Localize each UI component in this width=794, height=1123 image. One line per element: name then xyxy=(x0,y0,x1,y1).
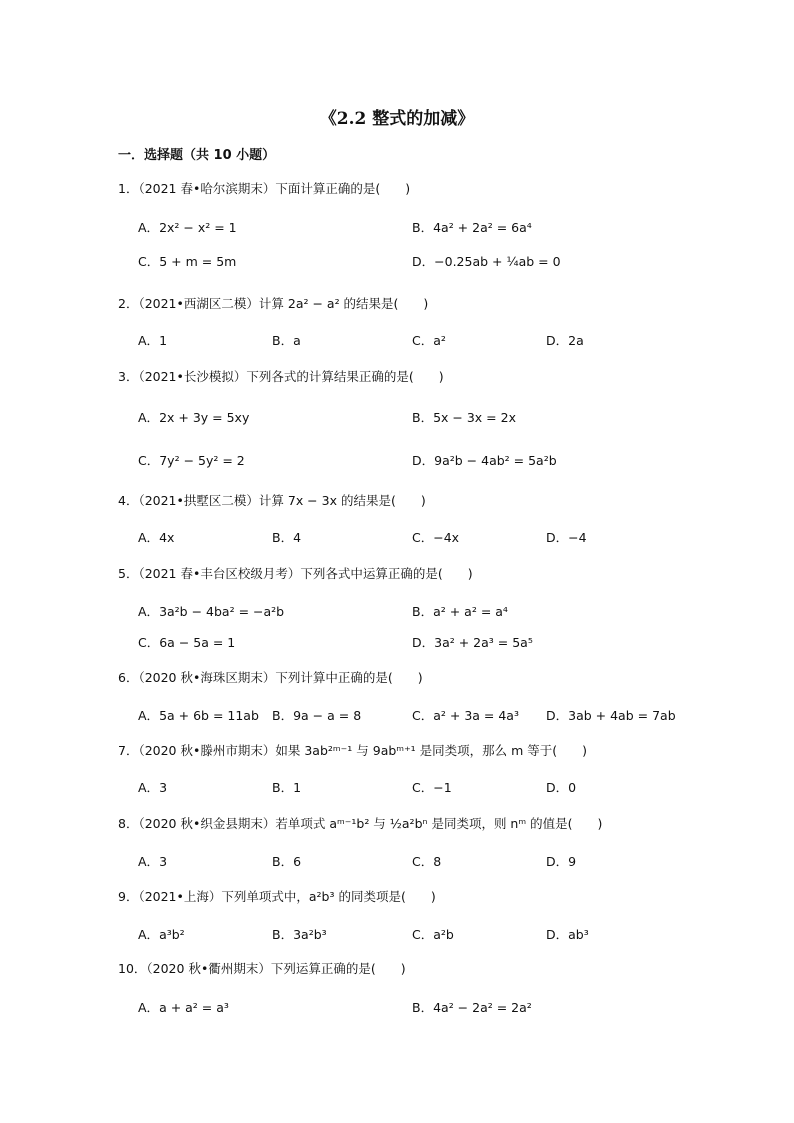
option-text: 9 xyxy=(568,854,577,869)
option-text: 4 xyxy=(293,530,302,545)
question-9-option-a[interactable] xyxy=(138,926,185,944)
option-label: B． xyxy=(412,410,434,425)
option-text: 7y² − 5y² = 2 xyxy=(159,453,245,468)
option-text: 3ab + 4ab = 7ab xyxy=(568,708,676,723)
option-text: 2a xyxy=(568,333,584,348)
question-5-option-c[interactable] xyxy=(138,634,235,652)
question-8-option-b[interactable] xyxy=(272,853,301,871)
option-label: A． xyxy=(138,604,160,619)
option-text: 8 xyxy=(433,854,442,869)
option-text: 4a² − 2a² = 2a² xyxy=(433,1000,532,1015)
section-heading: 一．选择题（共 10 小题） xyxy=(118,148,276,163)
question-8-stem: 8．（2020 秋•织金县期末）若单项式 aᵐ⁻¹b² 与 ½a²bⁿ 是同类项，则 nᵐ 的值是( ) xyxy=(118,816,603,831)
option-label: B． xyxy=(272,780,294,795)
option-text: 5x − 3x = 2x xyxy=(433,410,516,425)
option-text: −4x xyxy=(433,530,460,545)
question-9-option-c[interactable] xyxy=(412,926,454,944)
question-6-stem: 6．（2020 秋•海珠区期末）下列计算中正确的是( ) xyxy=(118,670,423,685)
question-10-option-a[interactable] xyxy=(138,999,229,1017)
option-label: C． xyxy=(412,927,434,942)
question-1-option-c[interactable] xyxy=(138,253,236,271)
question-9-stem: 9．（2021•上海）下列单项式中，a²b³ 的同类项是( ) xyxy=(118,889,436,904)
question-6-option-b[interactable] xyxy=(272,707,361,725)
option-label: B． xyxy=(412,1000,434,1015)
option-text: −4 xyxy=(568,530,587,545)
option-text: 1 xyxy=(293,780,302,795)
option-label: A． xyxy=(138,708,160,723)
option-label: A． xyxy=(138,927,160,942)
question-3-option-b[interactable] xyxy=(412,409,516,427)
question-5-option-b[interactable] xyxy=(412,603,508,621)
option-text: a² + 3a = 4a³ xyxy=(433,708,519,723)
option-label: D． xyxy=(412,254,435,269)
option-label: A． xyxy=(138,220,160,235)
question-7-option-d[interactable] xyxy=(546,779,576,797)
option-label: C． xyxy=(412,530,434,545)
option-text: 4a² + 2a² = 6a⁴ xyxy=(433,220,532,235)
option-label: C． xyxy=(412,854,434,869)
question-8-option-d[interactable] xyxy=(546,853,576,871)
option-text: 3a² + 2a³ = 5a⁵ xyxy=(434,635,533,650)
question-7-option-b[interactable] xyxy=(272,779,301,797)
option-label: C． xyxy=(138,453,160,468)
option-label: D． xyxy=(546,333,569,348)
option-label: A． xyxy=(138,410,160,425)
option-text: 3 xyxy=(159,854,168,869)
option-text: 5 + m = 5m xyxy=(159,254,237,269)
option-label: C． xyxy=(412,780,434,795)
option-label: B． xyxy=(412,220,434,235)
option-text: a + a² = a³ xyxy=(159,1000,229,1015)
option-label: B． xyxy=(272,708,294,723)
question-9-option-d[interactable] xyxy=(546,926,589,944)
question-2-option-c[interactable] xyxy=(412,332,446,350)
question-6-option-a[interactable] xyxy=(138,707,259,725)
question-8-option-c[interactable] xyxy=(412,853,441,871)
question-10-option-b[interactable] xyxy=(412,999,532,1017)
question-10-stem: 10．（2020 秋•衢州期末）下列运算正确的是( ) xyxy=(118,961,406,976)
option-label: B． xyxy=(272,530,294,545)
question-8-option-a[interactable] xyxy=(138,853,167,871)
option-text: 2x² − x² = 1 xyxy=(159,220,237,235)
option-label: C． xyxy=(138,635,160,650)
option-text: 3a²b³ xyxy=(293,927,327,942)
question-1-option-d[interactable] xyxy=(412,253,561,271)
question-3-stem: 3．（2021•长沙模拟）下列各式的计算结果正确的是( ) xyxy=(118,369,444,384)
question-1-option-b[interactable] xyxy=(412,219,532,237)
option-label: B． xyxy=(272,854,294,869)
option-text: a²b xyxy=(433,927,454,942)
option-text: 6a − 5a = 1 xyxy=(159,635,236,650)
question-2-option-b[interactable] xyxy=(272,332,301,350)
question-7-option-a[interactable] xyxy=(138,779,167,797)
option-label: D． xyxy=(546,780,569,795)
option-label: A． xyxy=(138,854,160,869)
question-6-option-c[interactable] xyxy=(412,707,519,725)
option-label: D． xyxy=(546,927,569,942)
question-2-option-a[interactable] xyxy=(138,332,167,350)
option-text: 1 xyxy=(159,333,168,348)
option-label: A． xyxy=(138,530,160,545)
option-label: A． xyxy=(138,780,160,795)
option-text: 3 xyxy=(159,780,168,795)
option-text: 0 xyxy=(568,780,577,795)
option-text: 9a²b − 4ab² = 5a²b xyxy=(434,453,557,468)
question-4-option-a[interactable] xyxy=(138,529,174,547)
option-label: B． xyxy=(412,604,434,619)
option-label: C． xyxy=(412,708,434,723)
option-label: A． xyxy=(138,1000,160,1015)
question-5-option-d[interactable] xyxy=(412,634,533,652)
option-text: −1 xyxy=(433,780,452,795)
question-7-stem: 7．（2020 秋•滕州市期末）如果 3ab²ᵐ⁻¹ 与 9abᵐ⁺¹ 是同类项，那么 m 等于( ) xyxy=(118,743,588,758)
option-label: D． xyxy=(412,453,435,468)
question-4-option-d[interactable] xyxy=(546,529,587,547)
option-text: 2x + 3y = 5xy xyxy=(159,410,250,425)
option-label: B． xyxy=(272,927,294,942)
question-3-option-a[interactable] xyxy=(138,409,249,427)
question-5-option-a[interactable] xyxy=(138,603,284,621)
option-label: D． xyxy=(546,854,569,869)
option-text: a xyxy=(293,333,301,348)
question-5-stem: 5．（2021 春•丰台区校级月考）下列各式中运算正确的是( ) xyxy=(118,566,473,581)
question-6-option-d[interactable] xyxy=(546,707,676,725)
option-label: D． xyxy=(546,530,569,545)
option-text: 3a²b − 4ba² = −a²b xyxy=(159,604,285,619)
question-2-stem: 2．（2021•西湖区二模）计算 2a² − a² 的结果是( ) xyxy=(118,296,429,311)
option-label: D． xyxy=(546,708,569,723)
question-3-option-d[interactable] xyxy=(412,452,557,470)
option-text: 4x xyxy=(159,530,175,545)
question-1-option-a[interactable] xyxy=(138,219,237,237)
question-7-option-c[interactable] xyxy=(412,779,452,797)
option-text: −0.25ab + ¼ab = 0 xyxy=(434,254,561,269)
question-4-option-c[interactable] xyxy=(412,529,459,547)
option-text: ab³ xyxy=(568,927,589,942)
option-text: 5a + 6b = 11ab xyxy=(159,708,259,723)
option-label: D． xyxy=(412,635,435,650)
option-text: 9a − a = 8 xyxy=(293,708,362,723)
option-label: A． xyxy=(138,333,160,348)
option-label: C． xyxy=(138,254,160,269)
question-9-option-b[interactable] xyxy=(272,926,327,944)
option-text: a² xyxy=(433,333,446,348)
option-text: a³b² xyxy=(159,927,185,942)
option-label: C． xyxy=(412,333,434,348)
option-text: a² + a² = a⁴ xyxy=(433,604,508,619)
question-1-stem: 1．（2021 春•哈尔滨期末）下面计算正确的是( ) xyxy=(118,181,411,196)
question-4-stem: 4．（2021•拱墅区二模）计算 7x − 3x 的结果是( ) xyxy=(118,493,426,508)
option-text: 6 xyxy=(293,854,302,869)
question-2-option-d[interactable] xyxy=(546,332,584,350)
option-label: B． xyxy=(272,333,294,348)
document-title: 《2.2 整式的加减》 xyxy=(319,109,475,129)
question-3-option-c[interactable] xyxy=(138,452,245,470)
question-4-option-b[interactable] xyxy=(272,529,301,547)
